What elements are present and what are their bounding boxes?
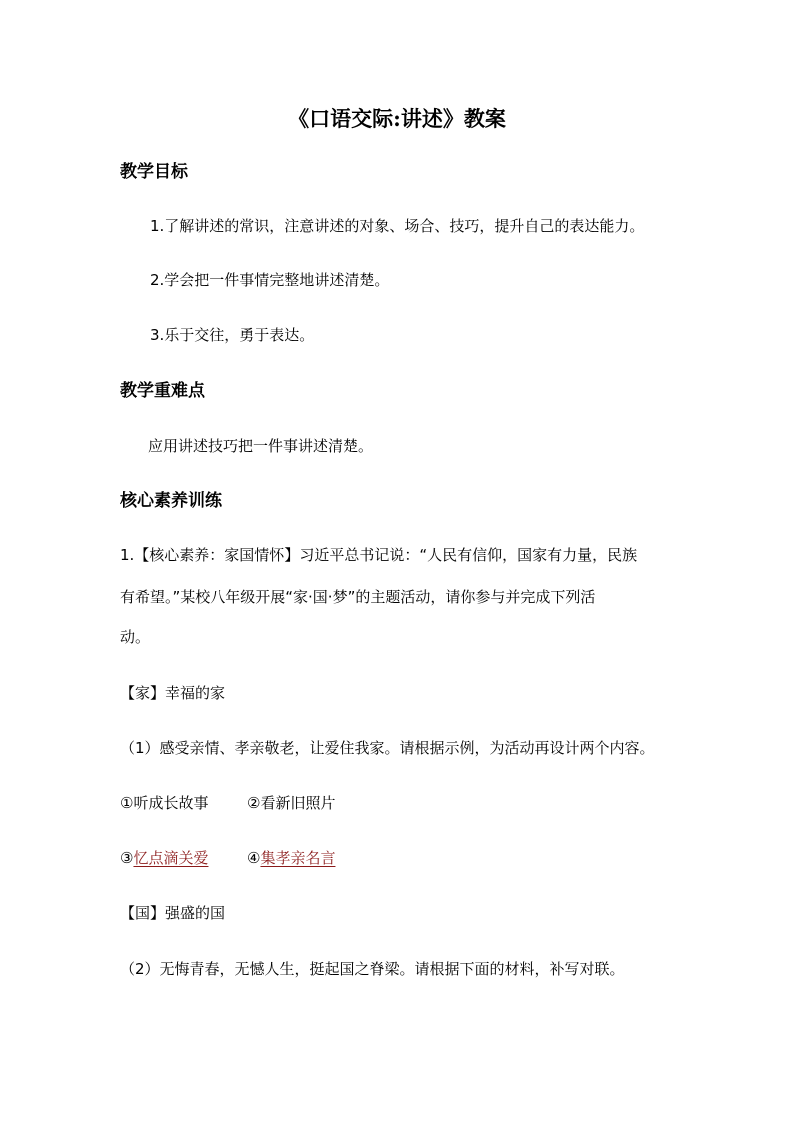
question-1-line-1: 1.【核心素养：家国情怀】习近平总书记说：“人民有信仰，国家有力量，民族 bbox=[120, 546, 638, 564]
objective-item-1: 1.了解讲述的常识，注意讲述的对象、场合、技巧，提升自己的表达能力。 bbox=[150, 217, 645, 235]
example-item-2: ②看新旧照片 bbox=[247, 794, 336, 812]
objective-item-3: 3.乐于交往，勇于表达。 bbox=[150, 326, 315, 344]
part-home-question: （1）感受亲情、孝亲敬老，让爱住我家。请根据示例，为活动再设计两个内容。 bbox=[120, 739, 655, 757]
question-1-line-3: 动。 bbox=[120, 628, 151, 646]
example-item-1: ①听成长故事 bbox=[120, 794, 209, 812]
section-heading-objectives: 教学目标 bbox=[120, 162, 188, 182]
answer-item-3 bbox=[120, 851, 208, 866]
answer-number-4: ④ bbox=[247, 849, 261, 867]
answer-text-4: 集孝亲名言 bbox=[260, 849, 336, 867]
part-country-label: 【国】强盛的国 bbox=[120, 904, 226, 922]
section-heading-key-points: 教学重难点 bbox=[120, 381, 205, 401]
answer-number-3: ③ bbox=[120, 849, 134, 867]
part-country-question: （2）无悔青春，无憾人生，挺起国之脊梁。请根据下面的材料，补写对联。 bbox=[120, 960, 625, 978]
objective-item-2: 2.学会把一件事情完整地讲述清楚。 bbox=[150, 271, 390, 289]
answer-text-3: 忆点滴关爱 bbox=[133, 849, 209, 867]
page-title: 《口语交际:讲述》教案 bbox=[288, 106, 506, 131]
question-1-line-2: 有希望。”某校八年级开展“家·国·梦”的主题活动，请你参与并完成下列活 bbox=[120, 588, 596, 606]
section-heading-core-training: 核心素养训练 bbox=[120, 491, 222, 511]
part-home-label: 【家】幸福的家 bbox=[120, 684, 226, 702]
answer-item-4 bbox=[247, 851, 335, 866]
key-points-text: 应用讲述技巧把一件事讲述清楚。 bbox=[148, 437, 374, 455]
